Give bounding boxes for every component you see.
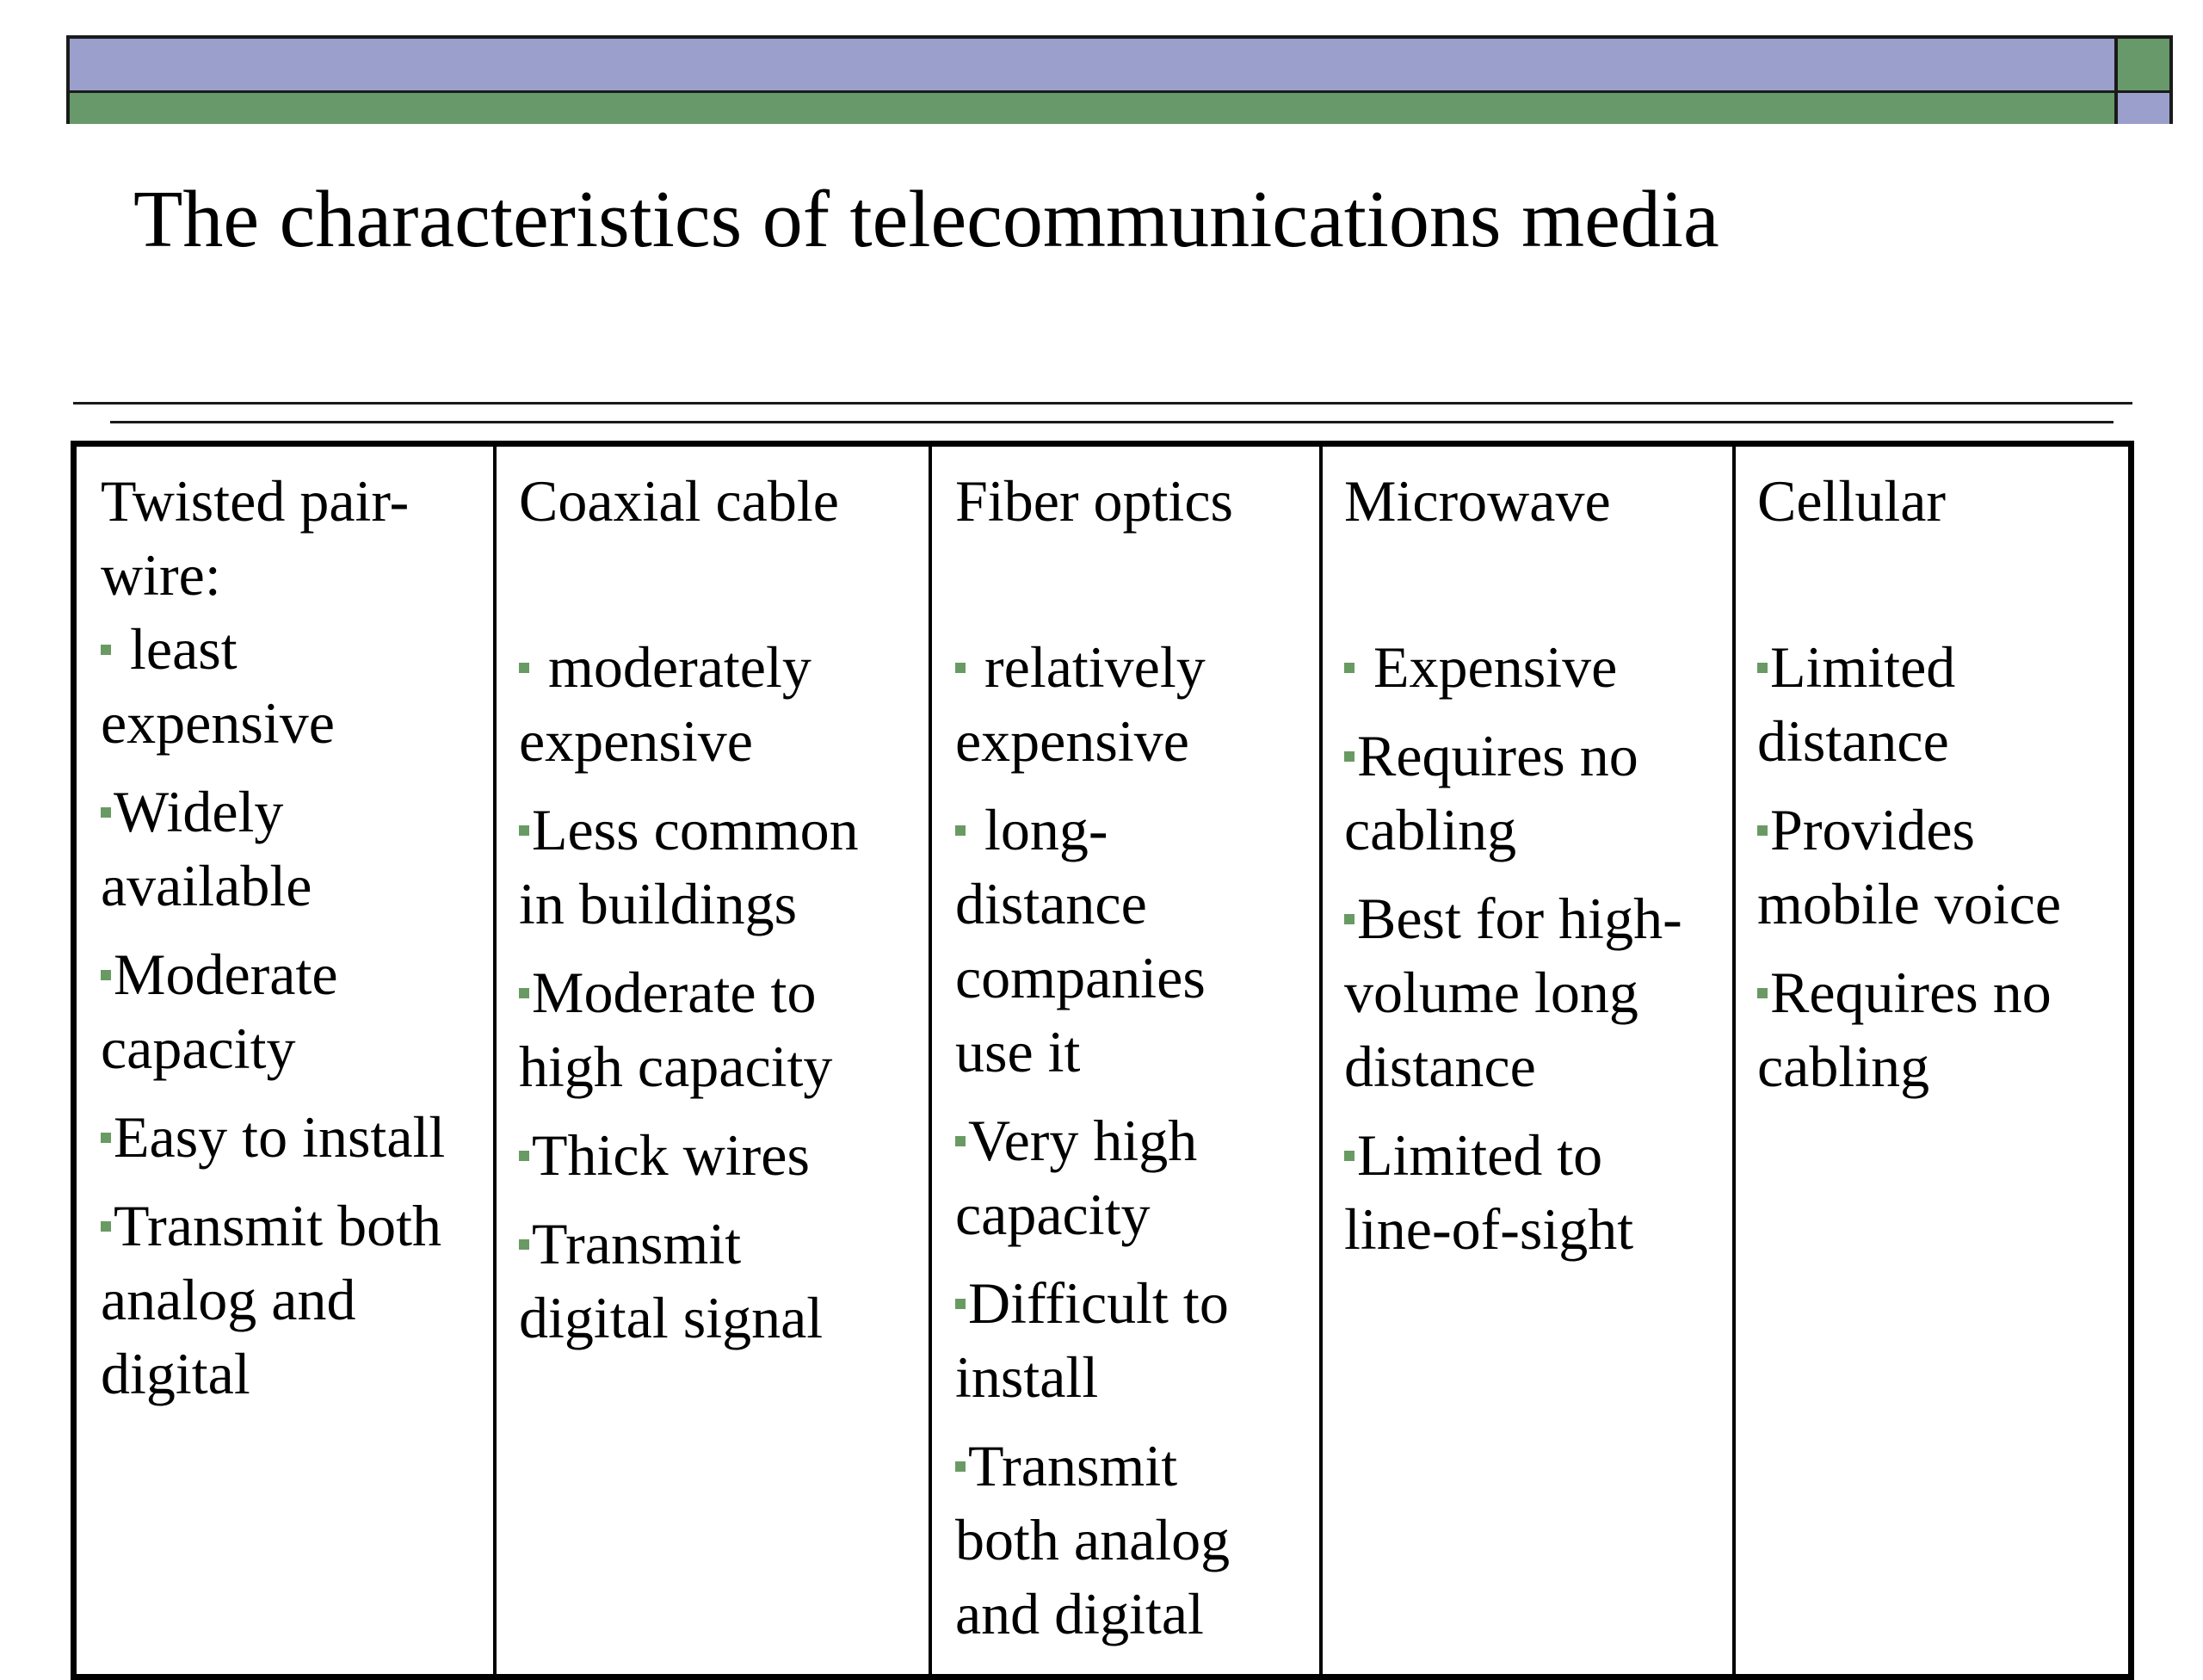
bullet-icon: [1344, 663, 1355, 673]
bullet-icon: [955, 1461, 966, 1472]
bullet-icon: [1757, 663, 1768, 673]
column-item: [101, 1100, 493, 1174]
divider-rule-lower: [110, 421, 2114, 423]
column-item-text: Requires no cabling: [1344, 723, 1638, 862]
column-item: [519, 1207, 929, 1355]
column-item: [519, 793, 929, 941]
bullet-icon: [101, 1221, 111, 1232]
column-item-list: [1757, 630, 2134, 1103]
column-item-text: Transmit both analog and digital: [101, 1193, 442, 1406]
column-item: [101, 775, 493, 923]
column-item: [1757, 630, 2134, 778]
column-item-text: Expensive: [1373, 634, 1618, 700]
column-microwave: [1319, 447, 1732, 1674]
column-item-list: [101, 612, 493, 1411]
column-item-text: relatively expensive: [955, 634, 1206, 774]
header-band-green: [70, 93, 2114, 124]
bullet-icon: [519, 1239, 529, 1250]
divider-rule-upper: [73, 402, 2132, 405]
bullet-icon: [519, 825, 529, 836]
column-item: [101, 612, 493, 760]
bullet-icon: [955, 1299, 966, 1309]
column-item-list: [955, 630, 1319, 1651]
column-header: Microwave: [1344, 468, 1611, 534]
bullet-icon: [1344, 914, 1355, 924]
column-item: [1757, 955, 2134, 1103]
column-item-text: Moderate to high capacity: [519, 960, 833, 1099]
column-item: [1344, 719, 1732, 867]
column-item: [955, 630, 1319, 778]
bullet-icon: [955, 663, 966, 673]
column-item-text: Transmit both analog and digital: [955, 1433, 1231, 1646]
column-item: [519, 1118, 929, 1192]
bullet-icon: [955, 825, 966, 836]
column-item: [101, 1189, 493, 1411]
column-item: [955, 1103, 1319, 1251]
column-item-text: moderately expensive: [519, 634, 811, 774]
column-item: [519, 630, 929, 778]
bullet-icon: [101, 970, 111, 980]
bullet-icon: [955, 1136, 966, 1146]
column-item-text: Easy to install: [114, 1104, 446, 1170]
column-item: [1344, 881, 1732, 1103]
bullet-icon: [101, 807, 111, 818]
column-item-list: [1344, 630, 1732, 1266]
column-item-text: Very high capacity: [955, 1108, 1198, 1247]
column-item-text: long- distance companies use it: [955, 797, 1206, 1084]
column-item: [1344, 1118, 1732, 1266]
column-item-text: Widely available: [101, 779, 312, 918]
column-item: [1344, 630, 1732, 704]
column-header: Twisted pair- wire:: [101, 468, 410, 608]
bullet-icon: [101, 1133, 111, 1143]
column-item: [955, 1429, 1319, 1651]
column-item-text: Requires no cabling: [1757, 960, 2052, 1099]
column-coaxial-cable: [493, 447, 929, 1674]
bullet-icon: [1344, 751, 1355, 762]
column-fiber-optics: [929, 447, 1319, 1674]
column-item-text: Difficult to install: [955, 1270, 1229, 1410]
column-item-text: Limited distance: [1757, 634, 1956, 774]
column-item-text: least expensive: [101, 616, 335, 756]
column-item: [519, 955, 929, 1103]
bullet-icon: [1344, 1151, 1355, 1161]
column-item-text: Less common in buildings: [519, 797, 859, 936]
slide-title: The characteristics of telecommunications media: [133, 175, 1719, 264]
column-header: Fiber optics: [955, 468, 1233, 534]
column-item: [955, 793, 1319, 1089]
media-comparison-table: [71, 441, 2134, 1680]
column-item-text: Transmit digital signal: [519, 1211, 824, 1350]
bullet-icon: [519, 1151, 529, 1161]
column-item: [101, 937, 493, 1085]
column-item-text: Thick wires: [532, 1122, 810, 1188]
header-end-block-green: [2118, 39, 2169, 93]
column-header: Cellular: [1757, 468, 1947, 534]
column-twisted-pair: [77, 447, 493, 1674]
column-item: [1757, 793, 2134, 941]
column-item-text: Best for high- volume long distance: [1344, 886, 1682, 1099]
column-item-list: [519, 630, 929, 1355]
bullet-icon: [519, 988, 529, 998]
header-end-block-purple: [2118, 93, 2169, 124]
column-cellular: [1732, 447, 2134, 1674]
header-decor-bar: [66, 35, 2173, 124]
column-header: Coaxial cable: [519, 468, 839, 534]
column-item-text: Provides mobile voice: [1757, 797, 2062, 936]
bullet-icon: [1757, 988, 1768, 998]
bullet-icon: [1757, 825, 1768, 836]
column-item-text: Moderate capacity: [101, 942, 338, 1081]
bullet-icon: [519, 663, 529, 673]
bullet-icon: [101, 645, 111, 655]
header-band-purple: [70, 39, 2114, 93]
column-item: [955, 1266, 1319, 1414]
column-item-text: Limited to line-of-sight: [1344, 1122, 1634, 1262]
